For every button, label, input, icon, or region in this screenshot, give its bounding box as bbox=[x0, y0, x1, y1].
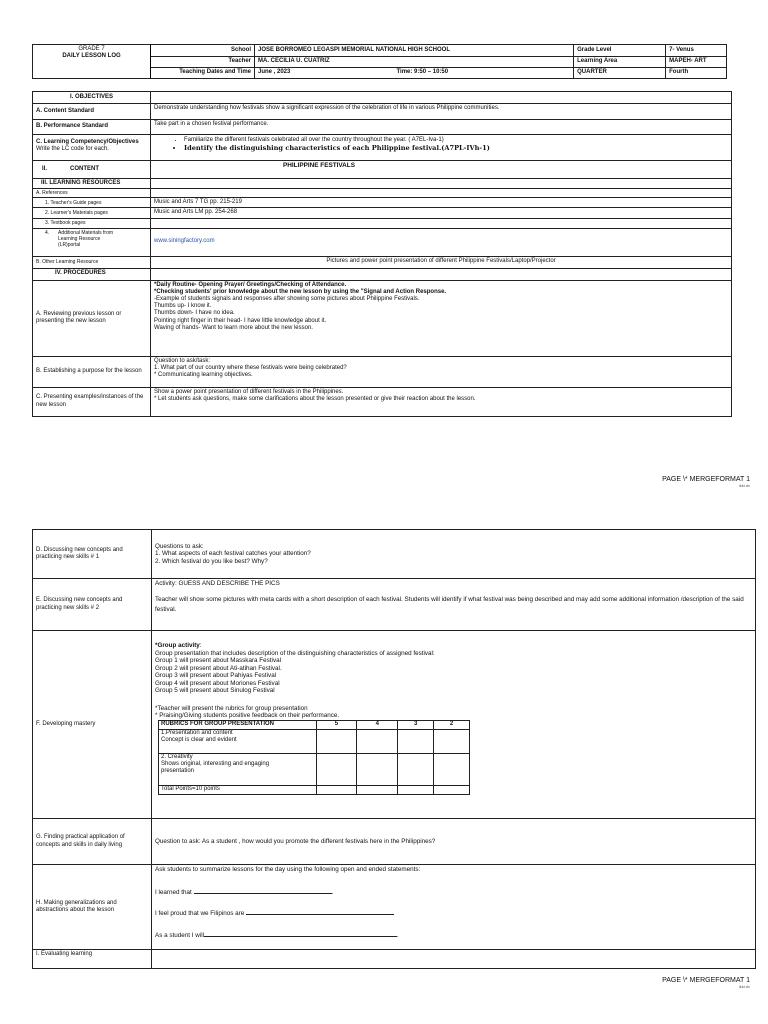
procedure-b-line: * Communicating learning objectives. bbox=[154, 371, 253, 378]
other-resources-label: B. Other Learning Resource bbox=[33, 256, 151, 268]
rubric-cell bbox=[398, 729, 434, 753]
procedure-i-label: I. Evaluating learning bbox=[33, 950, 152, 969]
lesson-table-continued bbox=[32, 529, 756, 969]
statement-proud: I feel proud that we Filipinos are bbox=[155, 909, 752, 918]
group-activity-heading: *Group activity: bbox=[155, 642, 202, 649]
school-label: School bbox=[151, 45, 255, 57]
competency-label: C. Learning Competency/Objectives bbox=[36, 139, 139, 145]
page-field-code: PAGE \* MERGEFORMAT 1 bbox=[662, 977, 750, 984]
rubric-cell bbox=[357, 785, 398, 794]
procedure-b-label: B. Establishing a purpose for the lesson bbox=[33, 356, 151, 387]
procedure-b-content bbox=[151, 356, 732, 387]
additional-label-line: (LR)portal bbox=[58, 241, 81, 248]
procedure-f-line: Group 5 will present about Sinulog Festival bbox=[155, 687, 275, 695]
learning-resources-heading: III. LEARNING RESOURCES bbox=[33, 179, 151, 189]
rubric-cell bbox=[316, 729, 357, 753]
content-label-cell bbox=[33, 161, 151, 179]
learners-materials-label: 2. Learner's Materials pages bbox=[33, 208, 151, 218]
procedure-h-intro: Ask students to summarize lessons for the day using the following open and ended statements: bbox=[155, 866, 421, 873]
procedure-f-line: Group 4 will present about Moriones Festival bbox=[155, 679, 280, 687]
objectives-heading: I. OBJECTIVES bbox=[33, 92, 151, 104]
additional-label-line: Learning Resource bbox=[58, 235, 101, 242]
procedure-a-line: *Daily Routine- Opening Prayer/ Greetings/Checking of Attendance. bbox=[154, 281, 347, 288]
procedure-h-label: H. Making generalizations and abstractions about the lesson bbox=[33, 865, 152, 950]
footer-mark: ikki.dv bbox=[738, 984, 750, 990]
procedure-g-label: G. Finding practical application of concepts and skills in daily living bbox=[33, 819, 152, 865]
rubric-score-header: 5 bbox=[316, 720, 357, 729]
performance-standard-value: Take part in a chosen festival performance. bbox=[151, 120, 732, 135]
rubrics-table bbox=[158, 720, 470, 795]
learning-area-value: MAPEH- ART bbox=[666, 57, 727, 68]
rubric-cell bbox=[434, 785, 470, 794]
procedure-g-content: Question to ask: As a student , how would you promote the different festivals here in the Philippines? bbox=[152, 819, 756, 865]
additional-materials-link[interactable]: www.siningfactory.com bbox=[151, 228, 732, 256]
procedure-e-content bbox=[152, 579, 756, 631]
procedure-b-line: Question to ask/task: bbox=[154, 357, 211, 364]
procedure-d-line: 2. Which festival do you like best? Why? bbox=[155, 557, 268, 565]
teaching-dates-value: June , 2023 bbox=[255, 68, 355, 79]
learners-materials-value: Music and Arts LM pp. 254-268 bbox=[151, 208, 732, 218]
teachers-guide-value: Music and Arts 7 TG pp. 215-219 bbox=[151, 198, 732, 208]
procedure-f-line: * Praising/Giving students positive feedback on their performance. bbox=[155, 712, 340, 720]
content-label: CONTENT bbox=[70, 165, 99, 172]
statement-learned: I learned that . bbox=[155, 888, 334, 896]
teaching-time-value: Time: 9:50 – 10:50 bbox=[355, 68, 574, 79]
grade-label: GRADE 7 bbox=[78, 46, 105, 52]
procedure-a-line: Thumbs up- I know it. bbox=[154, 303, 212, 310]
rubric-cell bbox=[398, 753, 434, 785]
lesson-table bbox=[32, 91, 732, 417]
procedure-b-line: 1. What part of our country where these festivals were being celebrated? bbox=[154, 364, 347, 371]
grade-level-value: 7- Venus bbox=[666, 45, 727, 57]
procedure-f-content bbox=[152, 631, 756, 819]
procedure-e-label: E. Discussing new concepts and practicing new skills # 2 bbox=[33, 579, 152, 631]
rubric-score-header: 4 bbox=[357, 720, 398, 729]
teacher-label: Teacher bbox=[151, 57, 255, 68]
blank-line bbox=[194, 888, 332, 894]
grade-level-label: Grade Level bbox=[574, 45, 666, 57]
procedure-d-content bbox=[152, 530, 756, 579]
procedure-c-line: * Let students ask questions, make some clarifications about the lesson presented or give their reaction about the lesson. bbox=[154, 395, 476, 402]
page-2-footer bbox=[662, 977, 750, 990]
statement-will: As a student I will . bbox=[155, 931, 399, 939]
competency-value bbox=[151, 135, 732, 161]
competency-item: • Familiarize the different festivals celebrated all over the country throughout the year. ( A7EL-Iva-1) bbox=[184, 137, 728, 144]
content-standard-value: Demonstrate understanding how festivals show a significant expression of the celebration of life in various Philippine communities. bbox=[151, 104, 732, 120]
rubric-cell bbox=[398, 785, 434, 794]
procedure-c-label: C. Presenting examples/instances of the new lesson bbox=[33, 387, 151, 416]
performance-standard-label: B. Performance Standard bbox=[33, 120, 151, 135]
rubric-score-header: 2 bbox=[434, 720, 470, 729]
rubric-cell bbox=[434, 729, 470, 753]
procedure-a-line: Pointing right finger in their head- I have little knowledge about it. bbox=[154, 317, 327, 324]
procedure-f-line: *Teacher will present the rubrics for group presentation bbox=[155, 704, 308, 712]
procedure-c-content bbox=[151, 387, 732, 416]
references-label: A. References bbox=[33, 189, 151, 198]
rubric-cell bbox=[316, 785, 357, 794]
competency-item: • Identify the distinguishing characteristics of each Philippine festival.(A7PL-IVh-1) bbox=[184, 145, 728, 153]
textbook-label: 3. Textbook pages bbox=[33, 218, 151, 228]
rubric-criterion: 2. Creativity Shows original, interesting and engaging presentation bbox=[159, 753, 317, 785]
procedure-f-line: Group 1 will present about Masskara Festival bbox=[155, 657, 281, 665]
content-value: PHILIPPINE FESTIVALS bbox=[151, 161, 732, 179]
teacher-value: MA. CECILIA U. CUATRIZ bbox=[255, 57, 574, 68]
daily-lesson-log-label: DAILY LESSON LOG bbox=[62, 53, 121, 60]
procedure-f-line: Group 2 will present about Ati-atihan Festival. bbox=[155, 664, 282, 672]
procedure-d-line: Questions to ask: bbox=[155, 542, 204, 550]
procedure-a-line: *Checking students' prior knowledge about the new lesson by using the "Signal and Action Response. bbox=[154, 288, 447, 295]
procedure-f-line: Group presentation that includes description of the distinguishing characteristics of assigned festival: bbox=[155, 649, 435, 657]
additional-materials-label bbox=[33, 228, 151, 256]
procedure-a-line: Thumbs down- I have no idea. bbox=[154, 310, 235, 317]
header-title-cell bbox=[33, 45, 151, 79]
teachers-guide-label: 1. Teacher's Guide pages bbox=[33, 198, 151, 208]
content-num: II. bbox=[42, 165, 48, 172]
additional-num: 4. bbox=[45, 229, 50, 236]
rubric-cell bbox=[357, 729, 398, 753]
header-table bbox=[32, 44, 727, 79]
procedure-f-label: F. Developing mastery bbox=[33, 631, 152, 819]
additional-label-line: Additional Materials from bbox=[58, 229, 114, 236]
blank-line bbox=[246, 909, 394, 915]
other-resources-value: Pictures and power point presentation of different Philippine Festivals/Laptop/Projector bbox=[151, 256, 732, 268]
page-1 bbox=[32, 44, 732, 417]
rubric-cell bbox=[357, 753, 398, 785]
procedure-c-line: Show a power point presentation of different festivals in the Philippines. bbox=[154, 388, 344, 395]
rubrics-title: RUBRICS FOR GROUP PRESENTATION bbox=[159, 720, 317, 729]
rubric-criterion: 1.Presentation and content Concept is clear and evident bbox=[159, 729, 317, 753]
footer-mark: ikki.dv bbox=[738, 483, 750, 489]
blank-line bbox=[204, 931, 397, 937]
procedure-a-label: A. Reviewing previous lesson or presenting the new lesson bbox=[33, 280, 151, 356]
competency-label-cell bbox=[33, 135, 151, 161]
rubric-cell bbox=[434, 753, 470, 785]
school-value: JOSE BORROMEO LEGASPI MEMORIAL NATIONAL HIGH SCHOOL bbox=[255, 45, 574, 57]
learning-area-label: Learning Area bbox=[574, 57, 666, 68]
procedures-heading: IV. PROCEDURES bbox=[33, 268, 151, 280]
competency-list bbox=[184, 137, 728, 153]
procedure-e-text: Teacher will show some pictures with meta cards with a short description of each festival. Students will identify if what festival was being described and may add some additional information /description of the said festival. bbox=[155, 595, 744, 614]
procedure-a-line: -Example of students signals and responses after showing some pictures about Philippine Festivals. bbox=[154, 295, 420, 302]
page-field-code: PAGE \* MERGEFORMAT 1 bbox=[662, 476, 750, 483]
procedure-a-content bbox=[151, 280, 732, 356]
procedure-d-label: D. Discussing new concepts and practicing new skills # 1 bbox=[33, 530, 152, 579]
procedure-h-content bbox=[152, 865, 756, 950]
procedure-d-line: 1. What aspects of each festival catches your attention? bbox=[155, 550, 311, 558]
rubric-total: Total Points=10 points bbox=[159, 785, 317, 794]
content-standard-label: A. Content Standard bbox=[33, 104, 151, 120]
quarter-label: QUARTER bbox=[574, 68, 666, 79]
rubric-score-header: 3 bbox=[398, 720, 434, 729]
quarter-value: Fourth bbox=[666, 68, 727, 79]
rubric-cell bbox=[316, 753, 357, 785]
procedure-a-line: Waving of hands- Want to learn more about the new lesson. bbox=[154, 324, 313, 331]
procedure-f-line: Group 3 will present about Pahiyas Festival bbox=[155, 672, 277, 680]
procedure-e-activity: Activity: GUESS AND DESCRIBE THE PICS bbox=[155, 580, 280, 587]
teaching-dates-label: Teaching Dates and Time bbox=[151, 68, 255, 79]
page-1-footer bbox=[662, 476, 750, 489]
page-2 bbox=[32, 529, 756, 969]
competency-sub: Write the LC code for each. bbox=[36, 146, 109, 153]
